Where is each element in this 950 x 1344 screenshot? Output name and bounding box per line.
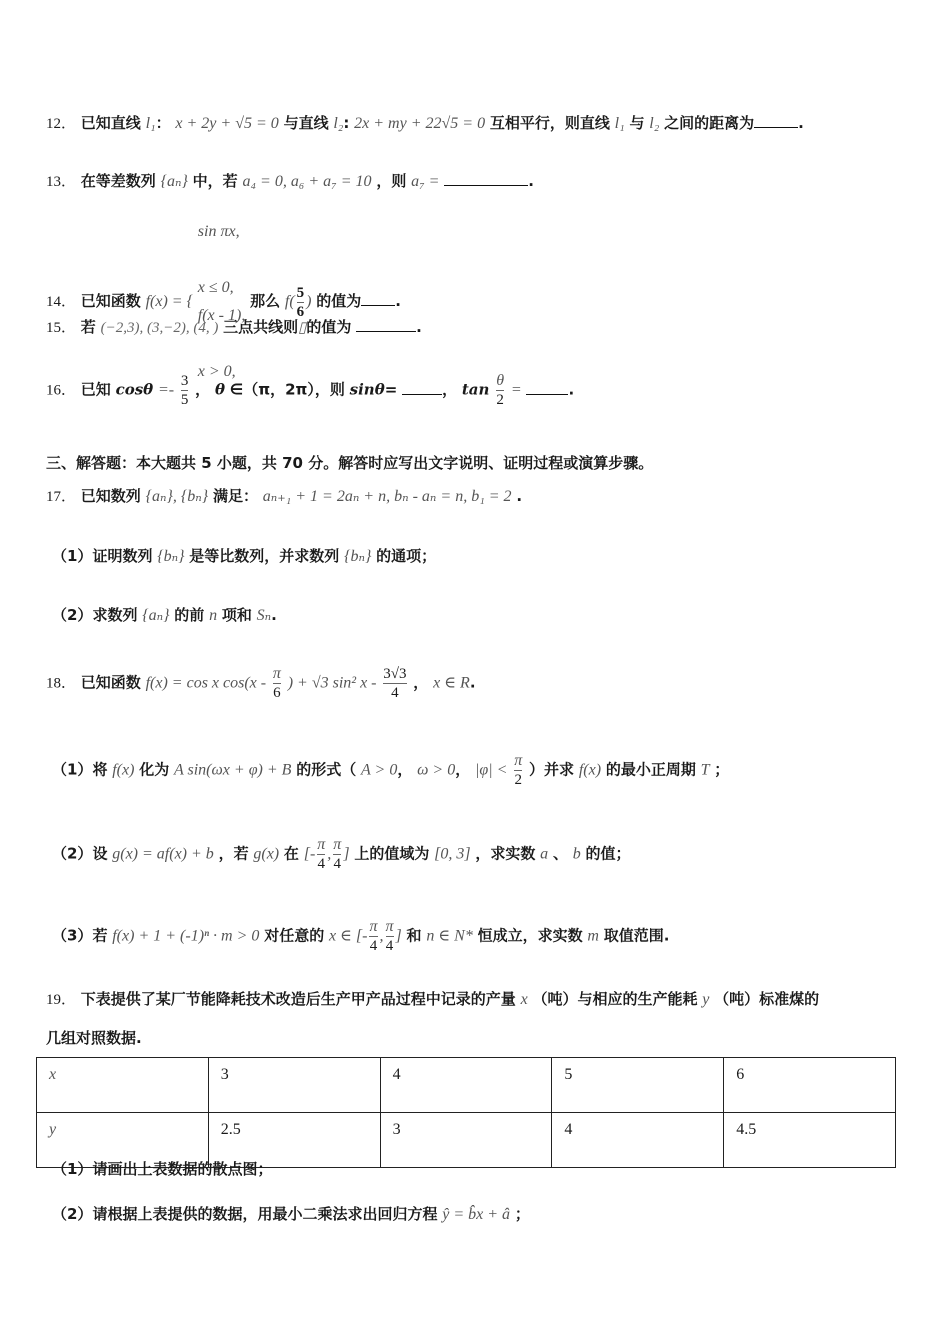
- question-13: 13． 在等差数列 {aₙ} 中，若 a₄ = 0, a₆ + a₇ = 10 ，则 a₇ = .: [46, 172, 534, 190]
- recurrence: aₙ₊₁ + 1 = 2aₙ + n, bₙ - aₙ = n, b₁ = 2: [262, 488, 512, 505]
- question-number: 19．: [46, 992, 77, 1008]
- question-18-part-3: （3）若 f(x) + 1 + (-1)ⁿ · m > 0 对任意的 x ∈ [- $\frac{\pi}{4}$ , $\frac{\pi}{4}$ ] 和 n ∈ N* 恒成立，求实数 m 取值范围.: [52, 918, 670, 954]
- answer-blank-tan[interactable]: [526, 380, 568, 395]
- question-12: 12． 已知直线 l₁： x + 2y + √5 = 0 与直线 l₂: 2x + my + 22√5 = 0 互相平行，则直线 l₁ 与 l₂ 之间的距离为 .: [46, 114, 804, 132]
- missing-symbol: ▯: [298, 320, 307, 336]
- target-term: a₇ =: [411, 173, 440, 190]
- sequence-a: {aₙ}: [160, 173, 188, 190]
- table-cell: x: [37, 1058, 209, 1113]
- question-17: 17． 已知数列 {aₙ}, {bₙ} 满足： aₙ₊₁ + 1 = 2aₙ + n, bₙ - aₙ = n, b₁ = 2 .: [46, 487, 523, 505]
- fraction-pi-2: $\frac{\pi}{2}$: [514, 752, 523, 788]
- table-cell: 4.5: [724, 1113, 896, 1168]
- data-table: [36, 1057, 896, 1168]
- question-18-part-1: （1）将 f(x) 化为 A sin(ωx + φ) + B 的形式（ A > 0， ω > 0， |φ| < $\frac{\pi}{2}$ ）并求 f(x) 的最小正周期 T ；: [52, 752, 730, 788]
- table-row: [37, 1058, 896, 1113]
- answer-blank[interactable]: [754, 113, 798, 128]
- table-cell: 6: [724, 1058, 896, 1113]
- fraction-5-6: $\frac{5}{6}$: [296, 284, 305, 320]
- regression-equation: ŷ = b̂x + â: [442, 1206, 511, 1223]
- fraction-pi-4: $\frac{\pi}{4}$: [317, 836, 326, 872]
- question-17-part-2: （2）求数列 {aₙ} 的前 n 项和 Sₙ.: [52, 606, 277, 624]
- question-number: 17．: [46, 489, 77, 505]
- points-list: (−2,3), (3,−2), (4, ): [100, 320, 219, 336]
- question-18-part-2: （2）设 g(x) = af(x) + b ，若 g(x) 在 [- $\frac{\pi}{4}$ , $\frac{\pi}{4}$ ] 上的值域为 [0, 3] ，求实数 a 、 b 的值；: [52, 836, 631, 872]
- table-cell: 5: [552, 1058, 724, 1113]
- question-15: 15． 若 (−2,3), (3,−2), (4, ) 三点共线则▯的值为 .: [46, 318, 422, 336]
- fraction-pi-6: $\frac{\pi}{6}$: [272, 665, 281, 701]
- table-cell: 3: [208, 1058, 380, 1113]
- table-cell: 4: [380, 1058, 552, 1113]
- section-heading: 三、解答题：本大题共 5 小题，共 70 分。解答时应写出文字说明、证明过程或演算步骤。: [46, 454, 654, 472]
- fraction-pi-4: $\frac{\pi}{4}$: [333, 836, 342, 872]
- question-17-part-1: （1）证明数列 {bₙ} 是等比数列，并求数列 {bₙ} 的通项；: [52, 547, 437, 565]
- question-number: 16．: [46, 382, 77, 399]
- line-l2: l₂: [333, 115, 344, 132]
- question-16: 16． 已知 cosθ =- $\frac{3}{5}$ ， θ ∈（π，2π），则 sinθ= ， tan $\frac{\theta}{2}$ = .: [46, 372, 575, 408]
- answer-blank[interactable]: [361, 291, 395, 306]
- fraction-pi-4: $\frac{\pi}{4}$: [369, 918, 378, 954]
- table-cell: 3: [380, 1113, 552, 1168]
- question-19: 19． 下表提供了某厂节能降耗技术改造后生产甲产品过程中记录的产量 x （吨）与相应的生产能耗 y （吨）标准煤的: [46, 990, 820, 1008]
- question-19-cont: 几组对照数据.: [46, 1029, 142, 1047]
- fraction-theta-2: $\frac{\theta}{2}$: [496, 372, 505, 408]
- table-cell: y: [37, 1113, 209, 1168]
- table-cell: 2.5: [208, 1113, 380, 1168]
- question-number: 18．: [46, 675, 77, 692]
- question-number: 14．: [46, 294, 77, 310]
- answer-blank-sin[interactable]: [402, 380, 442, 395]
- question-number: 13．: [46, 174, 77, 190]
- equation-l1: x + 2y + √5 = 0: [175, 115, 279, 132]
- fraction-3-5: $\frac{3}{5}$: [180, 373, 189, 408]
- function-def: f(x) = {: [145, 293, 193, 310]
- fraction-pi-4: $\frac{\pi}{4}$: [385, 918, 394, 954]
- question-18: 18． 已知函数 f(x) = cos x cos(x - $\frac{\pi}{6}$ ) + √3 sin² x - $\frac{3√3}{4}$ ， x ∈ R.: [46, 665, 476, 701]
- piecewise-cases: sin πx, x ≤ 0, f(x - 1), x > 0,: [197, 223, 246, 380]
- question-19-part-1: （1）请画出上表数据的散点图；: [52, 1160, 273, 1178]
- answer-blank[interactable]: [356, 317, 416, 332]
- question-number: 12．: [46, 116, 77, 132]
- question-14: 14． 已知函数 f(x) = { sin πx, x ≤ 0, f(x - 1), x > 0, 那么 f( $\frac{5}{6}$ ) 的值为 .: [46, 218, 401, 386]
- question-19-part-2: （2）请根据上表提供的数据，用最小二乘法求出回归方程 ŷ = b̂x + â ；: [52, 1205, 530, 1223]
- question-number: 15．: [46, 320, 77, 336]
- sequences: {aₙ}, {bₙ}: [145, 488, 209, 505]
- domain: x ∈ R: [433, 674, 470, 692]
- fraction-3sqrt3-4: $\frac{3√3}{4}$: [383, 666, 407, 701]
- line-l1: l₁: [145, 115, 156, 132]
- table-cell: 4: [552, 1113, 724, 1168]
- condition: a₄ = 0, a₆ + a₇ = 10: [242, 173, 372, 190]
- answer-blank[interactable]: [444, 171, 528, 186]
- equation-l2: 2x + my + 22√5 = 0: [354, 115, 486, 132]
